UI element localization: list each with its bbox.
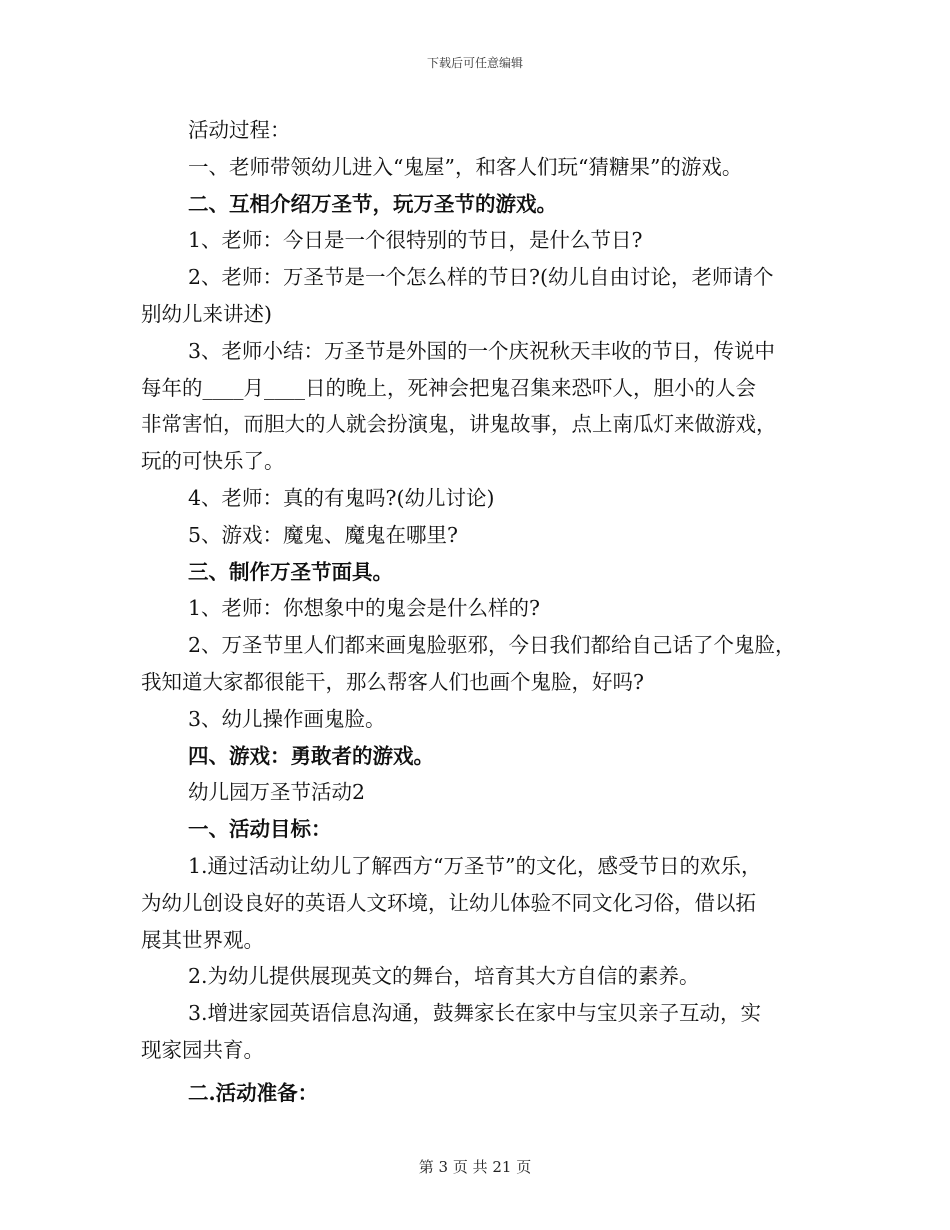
heading-section-4: 四、游戏：勇敢者的游戏。 bbox=[188, 743, 434, 768]
heading-preparation: 二.活动准备： bbox=[188, 1080, 319, 1105]
paragraph-goal-1: 1.通过活动让幼儿了解西方“万圣节”的文化，感受节日的欢乐， bbox=[188, 853, 762, 878]
paragraph-mask-item-3: 3、幼儿操作画鬼脸。 bbox=[188, 706, 386, 731]
heading-activity-2: 幼儿园万圣节活动2 bbox=[188, 780, 366, 805]
paragraph-item-2: 2、老师：万圣节是一个怎么样的节日?(幼儿自由讨论，老师请个 bbox=[188, 265, 774, 290]
paragraph-mask-item-2-cont: 我知道大家都很能干，那么帮客人们也画个鬼脸，好吗? bbox=[141, 669, 644, 694]
paragraph-goal-2: 2.为幼儿提供展现英文的舞台，培育其大方自信的素养。 bbox=[188, 964, 700, 989]
paragraph-item-3-cont-2: 非常害怕，而胆大的人就会扮演鬼，讲鬼故事，点上南瓜灯来做游戏， bbox=[141, 412, 777, 437]
paragraph-mask-item-1: 1、老师：你想象中的鬼会是什么样的? bbox=[188, 596, 541, 621]
paragraph-goal-3-cont: 现家园共育。 bbox=[141, 1037, 264, 1062]
paragraph-step-1: 一、老师带领幼儿进入“鬼屋”，和客人们玩“猜糖果”的游戏。 bbox=[188, 154, 743, 179]
heading-goals: 一、活动目标： bbox=[188, 817, 332, 842]
paragraph-goal-1-cont-2: 展其世界观。 bbox=[141, 927, 264, 952]
document-body bbox=[141, 112, 821, 1112]
paragraph-mask-item-2: 2、万圣节里人们都来画鬼脸驱邪，今日我们都给自己话了个鬼脸， bbox=[188, 633, 796, 658]
paragraph-item-3: 3、老师小结：万圣节是外国的一个庆祝秋天丰收的节日，传说中 bbox=[188, 338, 776, 363]
paragraph-goal-1-cont-1: 为幼儿创设良好的英语人文环境，让幼儿体验不同文化习俗，借以拓 bbox=[141, 890, 756, 915]
paragraph-activity-process: 活动过程： bbox=[188, 118, 291, 142]
paragraph-item-3-cont-1: 每年的____月____日的晚上，死神会把鬼召集来恐吓人，胆小的人会 bbox=[141, 375, 756, 400]
header-note: 下载后可任意编辑 bbox=[426, 56, 523, 70]
page-footer: 第 3 页 共 21 页 bbox=[418, 1158, 532, 1176]
paragraph-goal-3: 3.增进家园英语信息沟通，鼓舞家长在家中与宝贝亲子互动，实 bbox=[188, 1001, 762, 1026]
heading-section-3: 三、制作万圣节面具。 bbox=[188, 559, 393, 584]
paragraph-item-5: 5、游戏：魔鬼、魔鬼在哪里? bbox=[188, 522, 459, 547]
paragraph-item-1: 1、老师：今日是一个很特别的节日，是什么节日? bbox=[188, 228, 643, 253]
heading-section-2: 二、互相介绍万圣节，玩万圣节的游戏。 bbox=[188, 191, 557, 216]
paragraph-item-4: 4、老师：真的有鬼吗?(幼儿讨论) bbox=[188, 485, 495, 510]
paragraph-item-2-cont: 别幼儿来讲述) bbox=[141, 301, 272, 326]
paragraph-item-3-cont-3: 玩的可快乐了。 bbox=[141, 449, 285, 474]
